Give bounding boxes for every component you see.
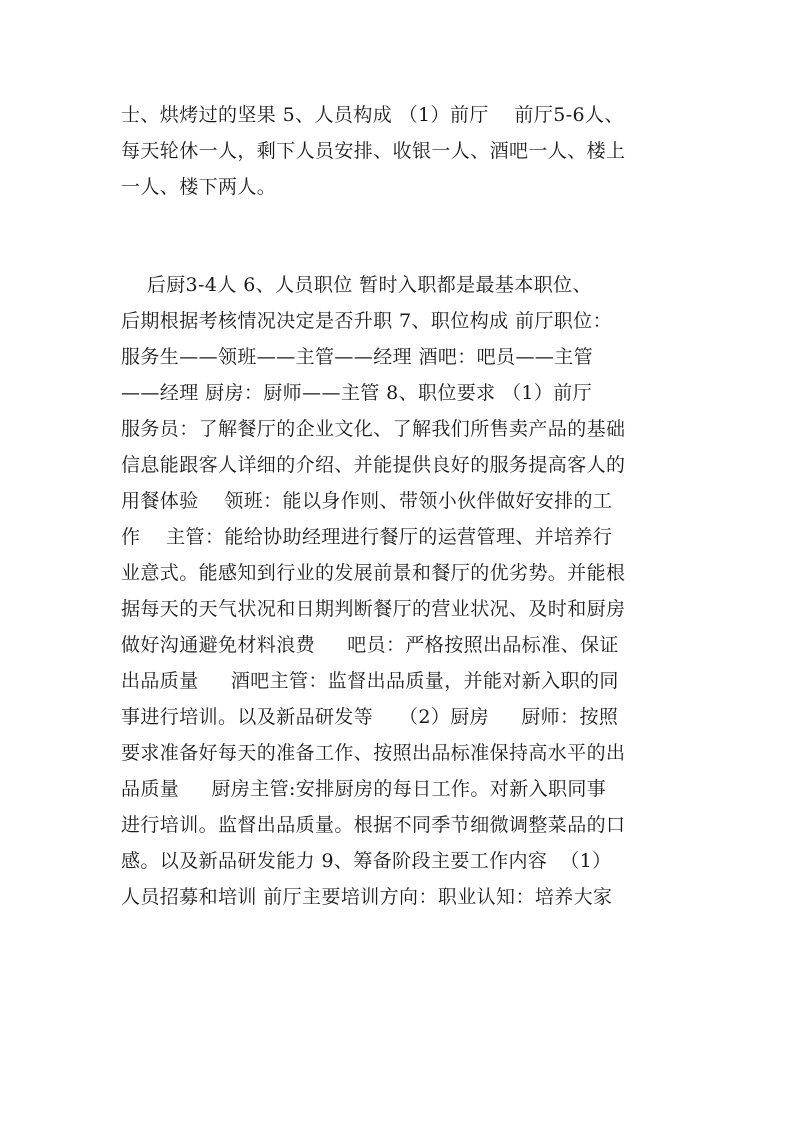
text-line: 每天轮休一人，剩下人员安排、收银一人、酒吧一人、楼上 (121, 140, 626, 162)
text-line: 据每天的天气状况和日期判断餐厅的营业状况、及时和厨房 (121, 598, 626, 620)
text-line: 出品质量 酒吧主管：监督出品质量，并能对新入职的同 (121, 670, 619, 692)
paragraph-1 (121, 97, 681, 205)
text-line (121, 951, 681, 987)
text-line: 用餐体验 领班：能以身作则、带领小伙伴做好安排的工 (121, 490, 613, 512)
text-line: 要求准备好每天的准备工作、按照出品标准保持高水平的出 (121, 742, 626, 764)
text-line: 业意式。能感知到行业的发展前景和餐厅的优劣势。并能根 (121, 562, 626, 584)
text-line: 作 主管：能给协助经理进行餐厅的运营管理、并培养行 (121, 526, 613, 548)
text-line: 进行培训。监督出品质量。根据不同季节细微调整菜品的口 (121, 814, 626, 836)
text-line: 做好沟通避免材料浪费 吧员：严格按照出品标准、保证 (121, 634, 619, 656)
text-line: 一人、楼下两人。 (121, 176, 277, 198)
text-line: 服务员：了解餐厅的企业文化、了解我们所售卖产品的基础 (121, 418, 626, 440)
text-line: 事进行培训。以及新品研发等 （2）厨房 厨师：按照 (121, 706, 619, 728)
text-line: 士、烘烤过的坚果 5、人员构成 （1）前厅 前厅5-6人、 (121, 104, 624, 126)
text-line: ——经理 厨房：厨师——主管 8、职位要求 （1）前厅 (121, 382, 593, 404)
text-line: 服务生——领班——主管——经理 酒吧：吧员——主管 (121, 346, 594, 368)
text-line: 后期根据考核情况决定是否升职 7、职位构成 前厅职位： (121, 310, 612, 332)
text-line: 品质量 厨房主管:安排厨房的每日工作。对新入职同事 (121, 778, 607, 800)
text-line: 感。以及新品研发能力 9、筹备阶段主要工作内容 （1） (121, 850, 612, 872)
text-line: 人员招募和培训 前厅主要培训方向：职业认知：培养大家 (121, 886, 613, 908)
text-line (121, 915, 681, 951)
text-line: 后厨3-4人 6、人员职位 暂时入职都是最基本职位、 (121, 274, 592, 296)
text-line: 信息能跟客人详细的介绍、并能提供良好的服务提高客人的 (121, 454, 626, 476)
paragraph-2 (121, 267, 681, 987)
